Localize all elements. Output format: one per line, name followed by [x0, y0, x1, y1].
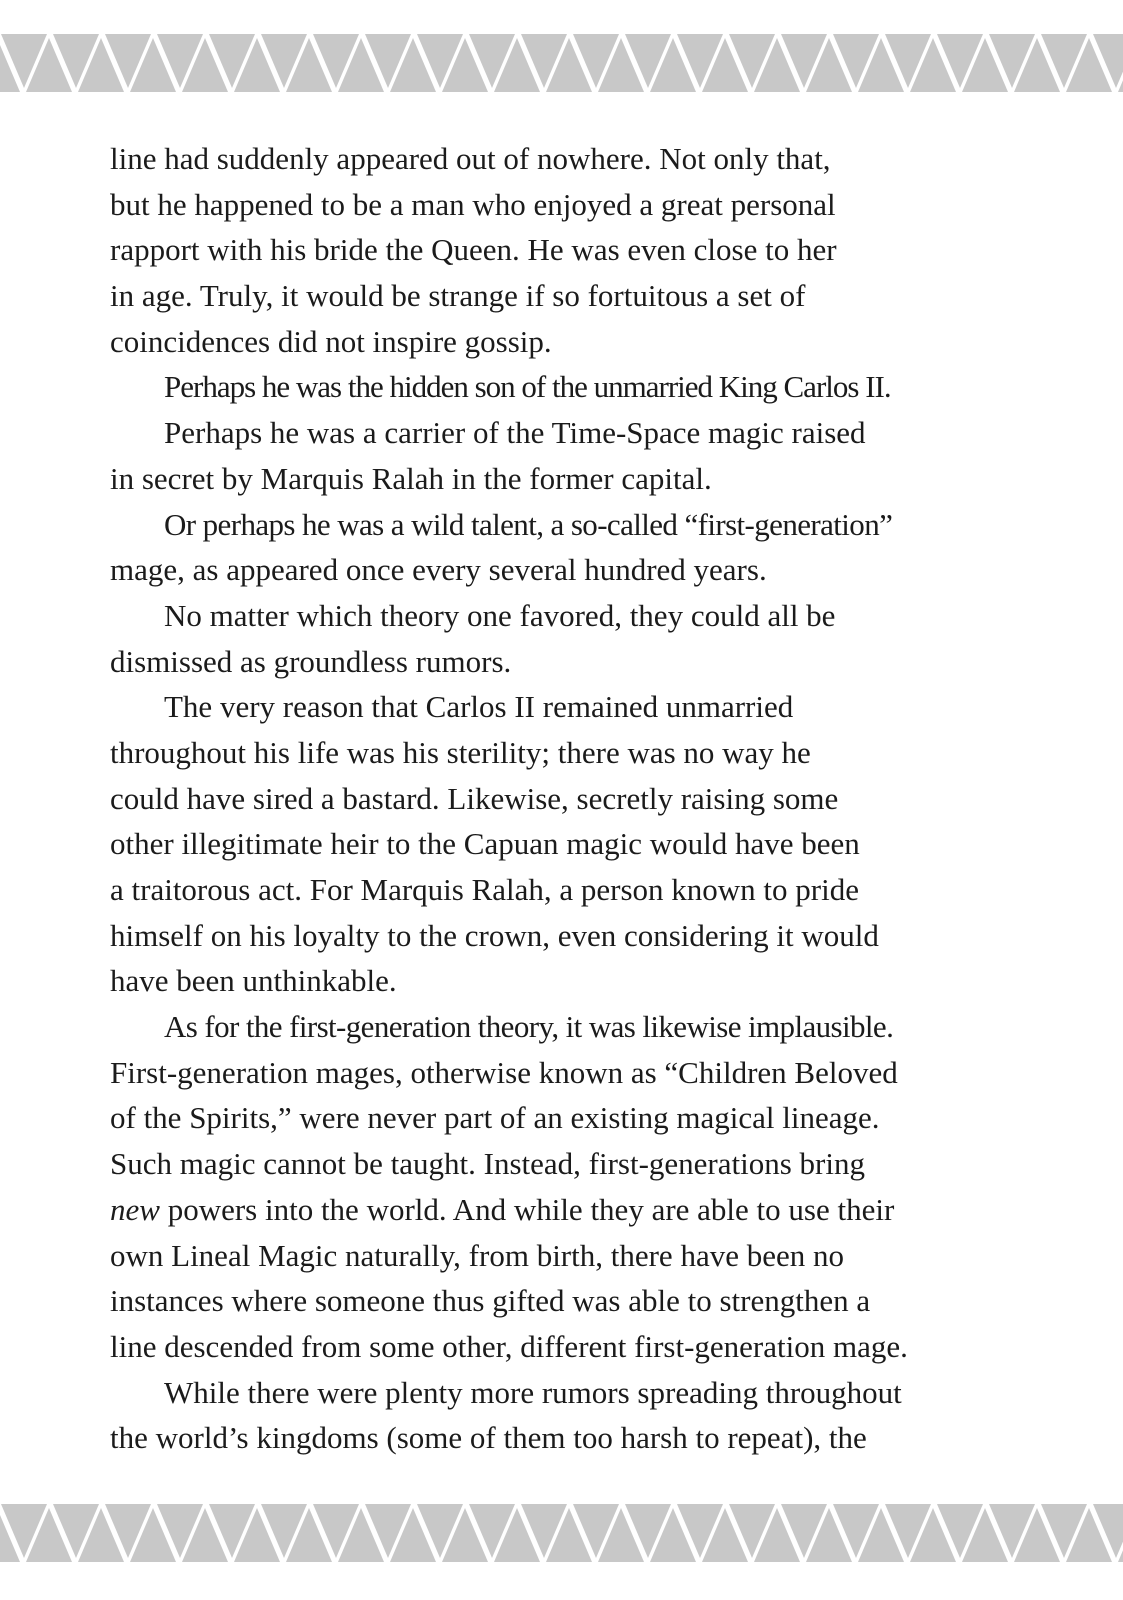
text-line: First-generation mages, otherwise known as “Children Beloved	[110, 1054, 898, 1090]
text-line: line had suddenly appeared out of nowhere. Not only that,	[110, 141, 831, 176]
text-line: line descended from some other, different first-generation mage.	[110, 1328, 908, 1364]
text-line: instances where someone thus gifted was able to strengthen a	[110, 1283, 871, 1319]
text-line: but he happened to be a man who enjoyed a great personal	[110, 186, 836, 222]
text-line: the world’s kingdoms (some of them too harsh to repeat), the	[110, 1420, 867, 1456]
text-line: dismissed as groundless rumors.	[110, 643, 512, 679]
text-line: While there were plenty more rumors spreading throughout	[164, 1374, 902, 1410]
text-line: Perhaps he was the hidden son of the unmarried King Carlos II.	[164, 369, 891, 405]
text-line	[110, 1187, 1010, 1233]
text-line: Or perhaps he was a wild talent, a so-called “first-generation”	[164, 506, 893, 542]
bottom-zigzag-border	[0, 1504, 1123, 1562]
text-line: could have sired a bastard. Likewise, secretly raising some	[110, 780, 839, 816]
text-line: throughout his life was his sterility; there was no way he	[110, 734, 811, 770]
text-line: himself on his loyalty to the crown, even considering it would	[110, 917, 879, 953]
top-zigzag-border	[0, 34, 1123, 92]
text-line: in age. Truly, it would be strange if so fortuitous a set of	[110, 278, 806, 314]
text-line: have been unthinkable.	[110, 963, 397, 999]
text-line: mage, as appeared once every several hundred years.	[110, 552, 767, 588]
text-line: rapport with his bride the Queen. He was even close to her	[110, 232, 837, 268]
text-line: Such magic cannot be taught. Instead, first-generations bring	[110, 1146, 865, 1182]
text-line: As for the first-generation theory, it was likewise implausible.	[164, 1009, 894, 1045]
text-line: No matter which theory one favored, they could all be	[164, 597, 836, 633]
text-line-rest: powers into the world. And while they are able to use their	[167, 1191, 895, 1227]
text-line: coincidences did not inspire gossip.	[110, 323, 552, 359]
text-line: in secret by Marquis Ralah in the former capital.	[110, 460, 712, 496]
text-line: of the Spirits,” were never part of an existing magical lineage.	[110, 1100, 880, 1136]
text-line: other illegitimate heir to the Capuan magic would have been	[110, 826, 860, 862]
text-line: own Lineal Magic naturally, from birth, there have been no	[110, 1237, 844, 1273]
text-line: The very reason that Carlos II remained unmarried	[164, 689, 794, 725]
text-line: Perhaps he was a carrier of the Time-Space magic raised	[164, 415, 866, 451]
body-text	[110, 136, 1010, 1461]
text-line: a traitorous act. For Marquis Ralah, a person known to pride	[110, 872, 859, 907]
emphasis-word: new	[110, 1191, 160, 1227]
